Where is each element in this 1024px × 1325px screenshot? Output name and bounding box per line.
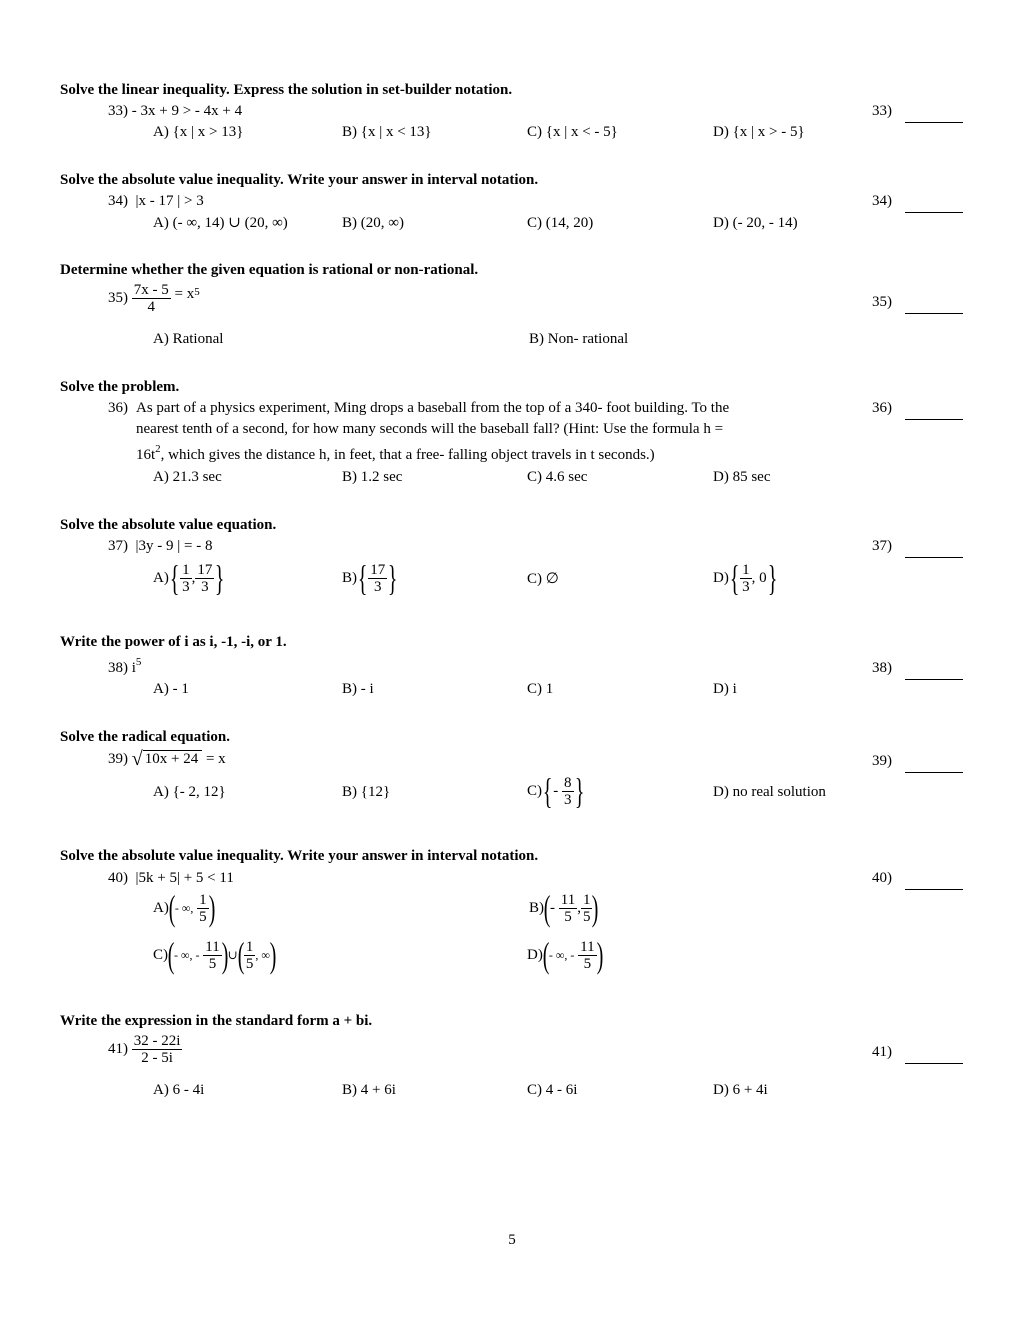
choice-d <box>527 937 603 973</box>
numerator: 1 <box>182 561 190 578</box>
question-text: |3y - 9 | = - 8 <box>135 538 213 554</box>
interval-start: - ∞, <box>174 900 194 915</box>
right-brace: } <box>388 558 398 598</box>
right-paren: ) <box>596 935 603 975</box>
question-text: |5k + 5| + 5 < 11 <box>135 870 234 886</box>
choice-b: B) - i <box>342 681 374 697</box>
numerator: 11 <box>560 891 576 908</box>
numerator: 17 <box>197 561 213 578</box>
choice-d: D) (- 20, - 14) <box>713 215 798 231</box>
denominator: 5 <box>583 955 592 972</box>
numerator: 1 <box>742 561 750 578</box>
question-41 <box>108 1033 182 1066</box>
choice-label: A) <box>153 899 169 916</box>
denominator: 3 <box>201 578 209 595</box>
choice-label: B) <box>529 899 544 916</box>
question-text: - 3x + 9 > - 4x + 4 <box>131 103 243 119</box>
numerator: 32 - 22i <box>133 1033 181 1049</box>
numerator: 1 <box>199 891 207 908</box>
choice-label: D) <box>713 569 729 586</box>
answer-number-41: 41) <box>872 1044 892 1060</box>
choice-c <box>527 773 585 809</box>
fraction <box>197 892 209 925</box>
answer-number-33: 33) <box>872 103 892 119</box>
choice-c: C) {x | x < - 5} <box>527 124 618 140</box>
right-paren: ) <box>592 888 599 928</box>
question-label: 40) <box>108 870 128 886</box>
question-label-36: 36) <box>108 400 128 416</box>
question-38 <box>108 656 142 678</box>
left-paren: ( <box>168 888 176 928</box>
choice-a: A) 21.3 sec <box>153 469 222 485</box>
answer-blank-37[interactable] <box>905 557 963 558</box>
comma: , <box>577 899 581 916</box>
answer-number-36: 36) <box>872 400 892 416</box>
numerator: 17 <box>370 561 386 578</box>
denominator: 3 <box>742 578 750 595</box>
choice-b: B) 4 + 6i <box>342 1082 396 1098</box>
denominator: 5 <box>208 955 217 972</box>
numerator: 7x - 5 <box>133 282 169 298</box>
answer-number-35: 35) <box>872 294 892 310</box>
square-root <box>132 750 202 768</box>
section-heading-37: Solve the absolute value equation. <box>60 517 277 533</box>
answer-blank-35[interactable] <box>905 313 963 314</box>
fraction <box>195 562 214 595</box>
question-text-line-3 <box>136 443 655 465</box>
question-label: 34) <box>108 193 128 209</box>
right-paren: ) <box>221 935 229 975</box>
power-base: i <box>131 660 136 676</box>
choice-a: A) {- 2, 12} <box>153 784 226 800</box>
interval-end: , ∞ <box>255 947 270 962</box>
question-text: |x - 17 | > 3 <box>135 193 204 209</box>
answer-blank-36[interactable] <box>905 419 963 420</box>
radical-sign: √ <box>131 748 143 770</box>
minus-sign: - <box>550 899 555 916</box>
fraction <box>562 775 574 808</box>
choice-d: D) 6 + 4i <box>713 1082 768 1098</box>
fraction <box>740 562 752 595</box>
question-label: 41) <box>108 1041 128 1057</box>
left-brace: { <box>169 558 180 598</box>
question-34 <box>108 192 204 210</box>
choice-b: B) {x | x < 13} <box>342 124 432 140</box>
section-heading-39: Solve the radical equation. <box>60 729 231 745</box>
choice-d: D) {x | x > - 5} <box>713 124 805 140</box>
choice-a <box>153 560 226 596</box>
denominator: 5 <box>564 908 572 925</box>
choice-label: C) <box>153 946 168 963</box>
right-brace: } <box>767 558 778 598</box>
choice-a <box>153 890 215 926</box>
denominator: 3 <box>182 578 190 595</box>
question-label: 33) <box>108 103 128 119</box>
right-paren: ) <box>269 935 277 975</box>
left-paren: ( <box>543 888 551 928</box>
equation-rhs: = x <box>174 286 195 302</box>
denominator: 5 <box>245 955 254 972</box>
question-text-line-2: nearest tenth of a second, for how many seconds will the baseball fall? (Hint: Use the formula h = <box>136 421 724 437</box>
choice-c: C) 1 <box>527 681 554 697</box>
choice-a: A) Rational <box>153 331 224 347</box>
fraction <box>132 1033 183 1066</box>
choice-b: B) Non- rational <box>529 331 629 347</box>
choice-c <box>153 937 276 973</box>
choice-c: C) (14, 20) <box>527 215 594 231</box>
union-symbol: ∪ <box>227 947 238 962</box>
answer-blank-39[interactable] <box>905 772 963 773</box>
left-paren: ( <box>237 935 245 975</box>
denominator: 3 <box>374 578 382 595</box>
section-heading-41: Write the expression in the standard form a + bi. <box>60 1013 373 1029</box>
question-39 <box>108 750 226 768</box>
left-paren: ( <box>167 935 175 975</box>
answer-blank-41[interactable] <box>905 1063 963 1064</box>
fraction <box>559 892 577 925</box>
choice-b <box>529 890 598 926</box>
right-brace: } <box>574 771 584 811</box>
answer-number-34: 34) <box>872 193 892 209</box>
left-brace: { <box>729 558 740 598</box>
fraction <box>578 939 596 972</box>
fraction <box>180 562 192 595</box>
question-label: 37) <box>108 538 128 554</box>
choice-a: A) {x | x > 13} <box>153 124 244 140</box>
fraction <box>368 562 387 595</box>
answer-blank-40[interactable] <box>905 889 963 890</box>
choice-rest: , 0 <box>751 569 767 586</box>
numerator: 11 <box>205 938 220 955</box>
choice-a: A) (- ∞, 14) ∪ (20, ∞) <box>153 215 288 231</box>
power-exponent: 5 <box>135 656 142 668</box>
formula-rest: , which gives the distance h, in feet, that a free- falling object travels in t seconds.) <box>160 447 655 463</box>
answer-blank-33[interactable] <box>905 122 963 123</box>
answer-number-37: 37) <box>872 538 892 554</box>
denominator: 4 <box>147 299 155 315</box>
choice-label: D) <box>527 946 543 963</box>
choice-label: C) <box>527 782 542 799</box>
numerator: 8 <box>564 774 572 791</box>
left-paren: ( <box>542 935 550 975</box>
question-40 <box>108 869 234 887</box>
section-heading-34: Solve the absolute value inequality. Write your answer in interval notation. <box>60 172 539 188</box>
choice-d: D) 85 sec <box>713 469 771 485</box>
equation-rhs: = x <box>205 750 226 767</box>
section-heading-33: Solve the linear inequality. Express the solution in set-builder notation. <box>60 82 513 98</box>
interval-start: - ∞, - <box>548 947 575 962</box>
choice-d <box>713 560 778 596</box>
choice-a: A) 6 - 4i <box>153 1082 205 1098</box>
choice-label: A) <box>153 569 169 586</box>
choice-c: C) 4 - 6i <box>527 1082 578 1098</box>
denominator: 2 - 5i <box>141 1050 173 1066</box>
denominator: 3 <box>564 791 572 808</box>
exponent: 5 <box>194 285 200 298</box>
formula-base: 16t <box>136 447 156 463</box>
section-heading-35: Determine whether the given equation is rational or non-rational. <box>60 262 479 278</box>
question-text-line-1: As part of a physics experiment, Ming drops a baseball from the top of a 340- foot building. To the <box>136 400 730 416</box>
fraction <box>203 939 221 972</box>
numerator: 11 <box>580 938 595 955</box>
choice-c: C) ∅ <box>527 571 559 587</box>
interval-start: - ∞, - <box>174 947 200 962</box>
numerator: 1 <box>245 938 254 955</box>
formula-exponent: 2 <box>155 443 161 455</box>
radicand: 10x + 24 <box>143 750 202 768</box>
page-number: 5 <box>508 1232 516 1248</box>
answer-blank-38[interactable] <box>905 679 963 680</box>
question-37 <box>108 537 212 555</box>
right-paren: ) <box>208 888 215 928</box>
answer-blank-34[interactable] <box>905 212 963 213</box>
choice-b: B) 1.2 sec <box>342 469 403 485</box>
right-brace: } <box>215 558 225 598</box>
question-label: 39) <box>108 750 128 767</box>
fraction <box>244 939 256 972</box>
numerator: 1 <box>582 891 591 908</box>
left-brace: { <box>357 558 368 598</box>
question-label: 38) <box>108 660 128 676</box>
left-brace: { <box>542 771 553 811</box>
section-heading-40: Solve the absolute value inequality. Write your answer in interval notation. <box>60 848 539 864</box>
choice-d: D) i <box>713 681 737 697</box>
choice-d: D) no real solution <box>713 784 826 800</box>
answer-number-39: 39) <box>872 753 892 769</box>
section-heading-38: Write the power of i as i, -1, -i, or 1. <box>60 634 287 650</box>
question-35 <box>108 282 200 315</box>
minus-sign: - <box>553 782 559 799</box>
question-label: 35) <box>108 290 128 306</box>
answer-number-38: 38) <box>872 660 892 676</box>
section-heading-36: Solve the problem. <box>60 379 180 395</box>
choice-c: C) 4.6 sec <box>527 469 588 485</box>
fraction <box>132 282 171 315</box>
choice-label: B) <box>342 569 357 586</box>
comma: , <box>191 569 196 586</box>
answer-number-40: 40) <box>872 870 892 886</box>
denominator: 5 <box>199 908 207 925</box>
choice-b: B) (20, ∞) <box>342 215 404 231</box>
choice-b: B) {12} <box>342 784 391 800</box>
question-33 <box>108 102 242 120</box>
denominator: 5 <box>582 908 591 925</box>
choice-a: A) - 1 <box>153 681 189 697</box>
choice-b <box>342 560 399 596</box>
